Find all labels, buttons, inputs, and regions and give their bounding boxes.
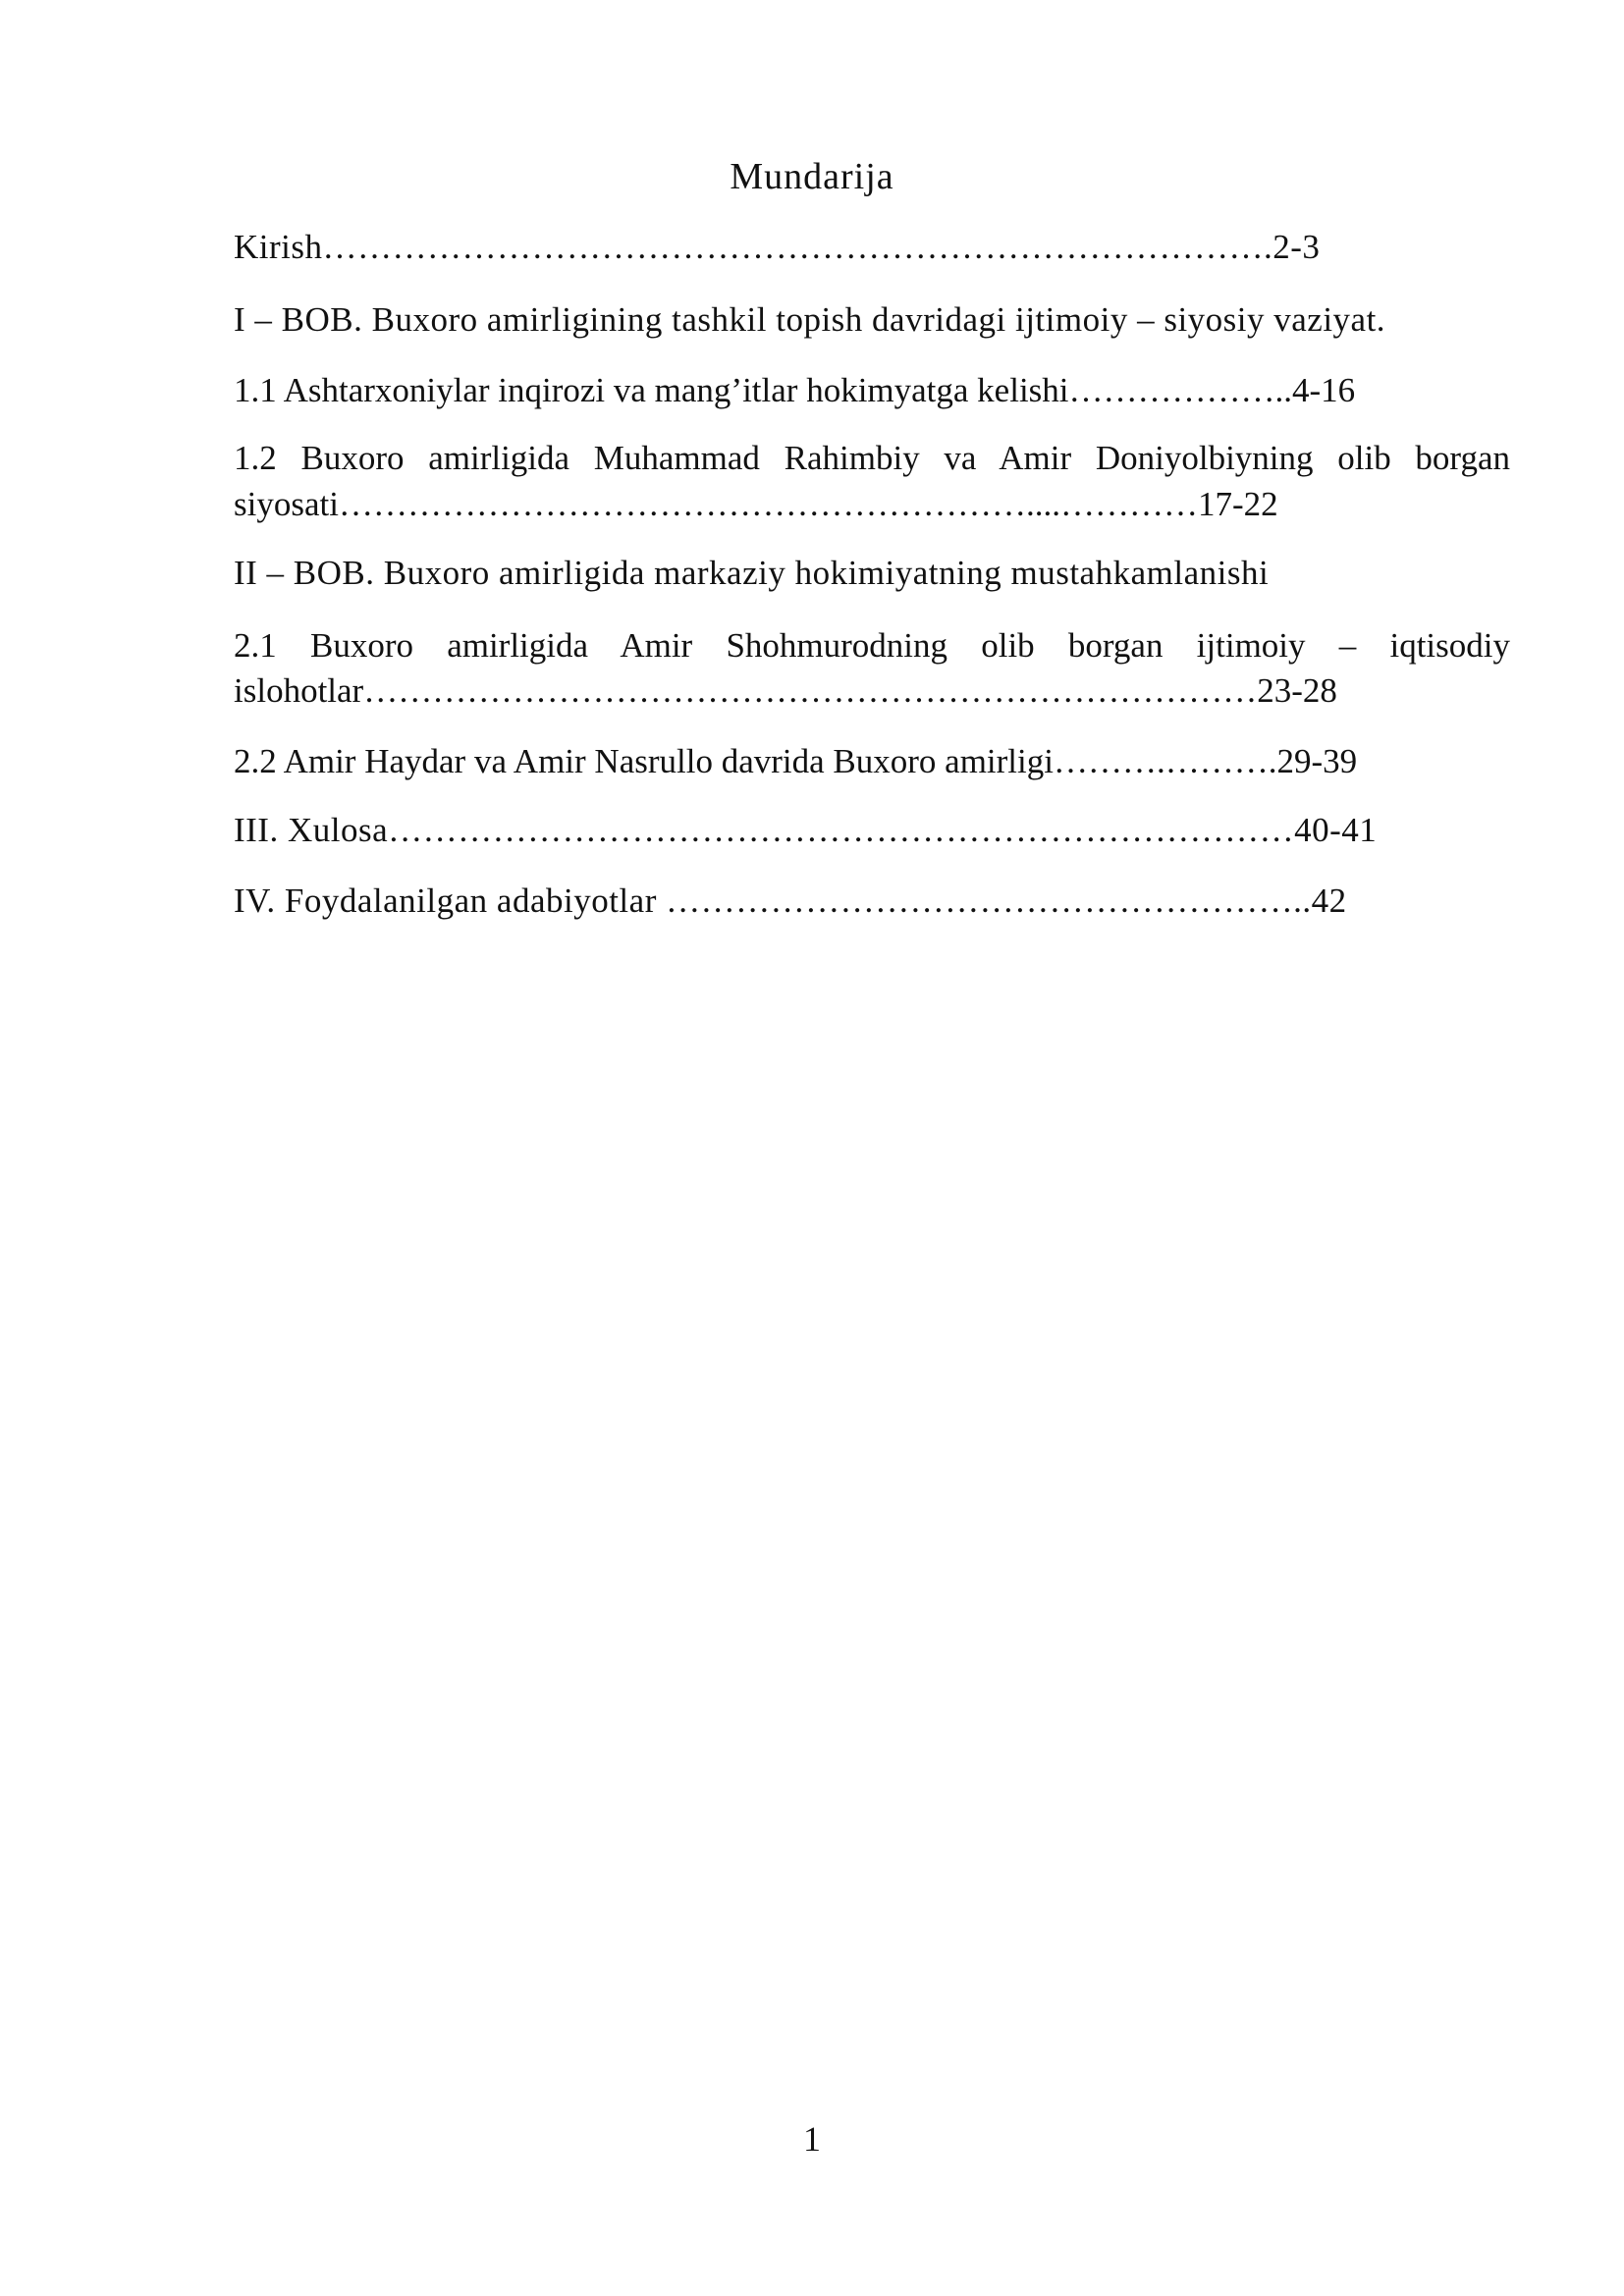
toc-chapter-2-heading: II – BOB. Buxoro amirligida markaziy hokimiyatning mustahkamlanishi [234,554,1270,592]
page-title: Mundarija [730,156,894,197]
toc-entry-conclusion: III. Xulosa……………………………………………………………………40-41 [234,811,1378,849]
toc-entry-2-2: 2.2 Amir Haydar va Amir Nasrullo davrida Buxoro amirligi……….……….29-39 [234,742,1358,780]
toc-entry-introduction: Kirish……………………………………………………………………….2-3 [234,228,1321,266]
toc-entry-1-2-line-2: siyosati……………………………………………………....…………17-22 [234,485,1278,523]
toc-entry-1-2-line-1: 1.2 Buxoro amirligida Muhammad Rahimbiy va Amir Doniyolbiyning olib borgan [234,439,1510,477]
toc-entry-1-1: 1.1 Ashtarxoniylar inqirozi va mang’itlar hokimyatga kelishi………………..4-16 [234,371,1356,409]
toc-entry-2-1-line-1: 2.1 Buxoro amirligida Amir Shohmurodning olib borgan ijtimoiy – iqtisodiy [234,626,1510,665]
page-number: 1 [803,2119,821,2159]
toc-entry-bibliography: IV. Foydalanilgan adabiyotlar ………………………………………………..42 [234,881,1347,920]
toc-chapter-1-heading: I – BOB. Buxoro amirligining tashkil topish davridagi ijtimoiy – siyosiy vaziyat. [234,300,1386,339]
toc-entry-2-1-line-2: islohotlar……………………………………………………………………23-28 [234,671,1337,710]
